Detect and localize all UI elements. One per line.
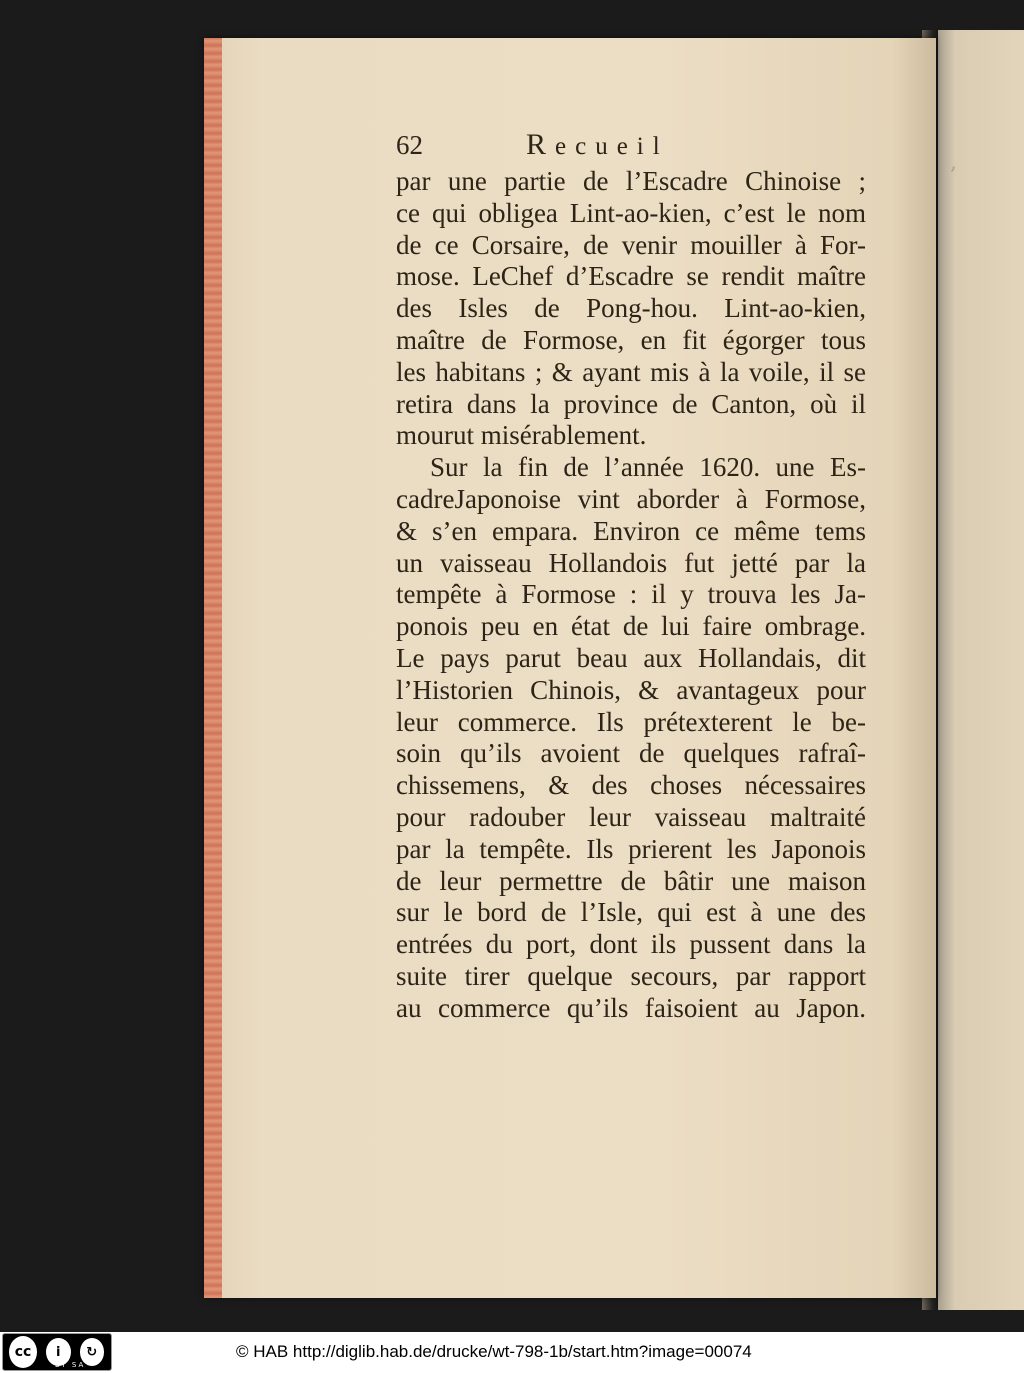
text-line: ce qui obligea Lint-ao-kien, c’est le nom: [396, 197, 866, 228]
facing-page-edge: [938, 30, 1024, 1310]
text-line: tempête à Formose : il y trouva les Ja-: [396, 579, 866, 610]
text-line: leur commerce. Ils prétexterent le be-: [396, 706, 866, 737]
text-line: & s’en empara. Environ ce même tems: [396, 515, 866, 546]
text-line: sur le bord de l’Isle, qui est à une des: [396, 897, 866, 928]
text-line: mose. LeChef d’Escadre se rendit maître: [396, 261, 866, 292]
text-line: par une partie de l’Escadre Chinoise ;: [396, 166, 866, 196]
text-line: mourut misérablement.: [396, 420, 647, 451]
attribution-icon: i: [44, 1336, 73, 1368]
page-header: [396, 128, 866, 166]
text-line: cadreJaponoise vint aborder à Formose,: [396, 483, 866, 514]
text-line: les habitans ; & ayant mis à la voile, il se: [396, 356, 866, 387]
text-line: de ce Corsaire, de venir mouiller à For-: [396, 229, 866, 260]
page-number: 62: [396, 130, 423, 160]
text-line: des Isles de Pong-hou. Lint-ao-kien,: [396, 293, 866, 324]
text-line: Sur la fin de l’année 1620. une Es-: [430, 452, 866, 483]
text-line: Le pays parut beau aux Hollandais, dit: [396, 642, 866, 673]
share-alike-icon: ↻: [78, 1336, 107, 1368]
text-line: chissemens, & des choses nécessaires: [396, 770, 866, 801]
footer-bar: [0, 1332, 1024, 1373]
text-line: ponois peu en état de lui faire ombrage.: [396, 611, 866, 642]
text-line: retira dans la province de Canton, où il: [396, 388, 866, 419]
cc-icon: cc: [7, 1334, 39, 1370]
red-page-edge: [204, 38, 222, 1298]
bleed-through-mark: ,: [950, 150, 957, 175]
cc-license-badge[interactable]: [2, 1333, 112, 1371]
text-line: de leur permettre de bâtir une maison: [396, 865, 866, 896]
text-line: pour radouber leur vaisseau maltraité: [396, 801, 866, 832]
text-line: entrées du port, dont ils pussent dans la: [396, 929, 866, 960]
text-line: soin qu’ils avoient de quelques rafraî-: [396, 738, 866, 769]
running-head: Recueil: [526, 128, 669, 161]
body-text: [396, 166, 866, 1025]
text-line: par la tempête. Ils prierent les Japonois: [396, 833, 866, 864]
text-line: suite tirer quelque secours, par rapport: [396, 960, 866, 991]
text-line: maître de Formose, en fit égorger tous: [396, 324, 866, 355]
text-line: l’Historien Chinois, & avantageux pour: [396, 674, 866, 705]
text-line: un vaisseau Hollandois fut jetté par la: [396, 547, 866, 578]
page-text: [396, 128, 866, 1025]
license-sub-labels: BY SA: [55, 1361, 86, 1369]
text-line: au commerce qu’ils faisoient au Japon.: [396, 992, 866, 1023]
copyright-credit: © HAB http://diglib.hab.de/drucke/wt-798-1b/start.htm?image=00074: [236, 1342, 752, 1361]
